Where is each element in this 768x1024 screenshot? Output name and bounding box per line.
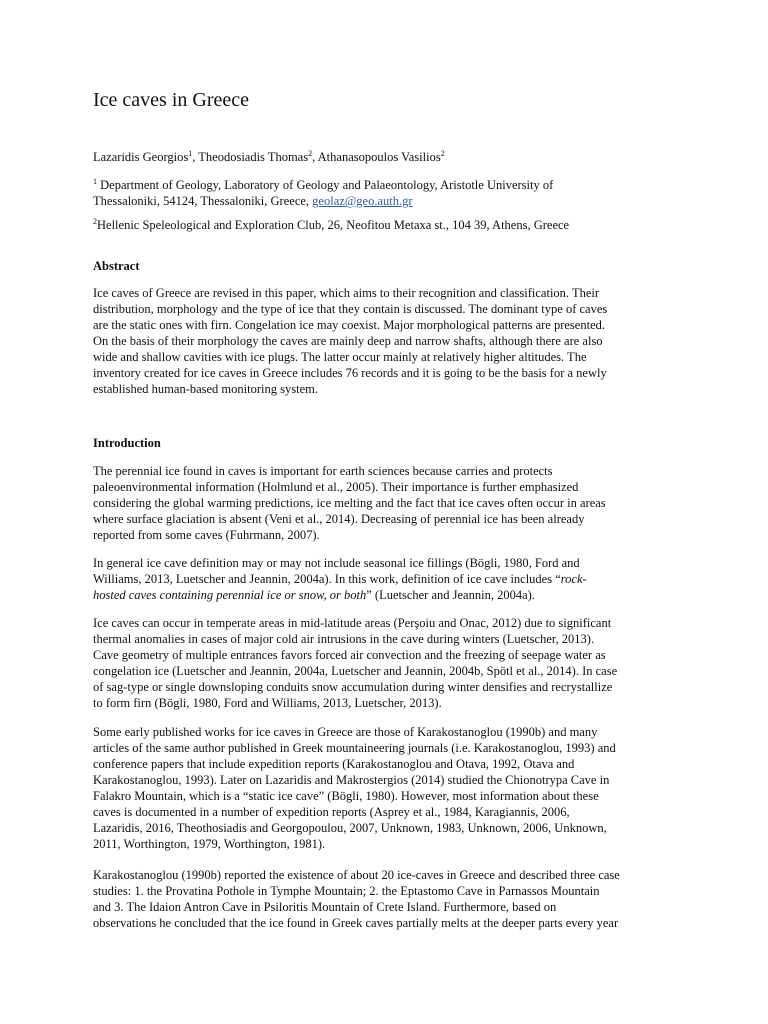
text-line: studies: 1. the Provatina Pothole in Tymphe Mountain; 2. the Eptastomo Cave in Parnassos Mountain xyxy=(93,884,600,898)
affiliation-text: Department of Geology, Laboratory of Geology and Palaeontology, Aristotle University of xyxy=(97,178,554,192)
affiliation-text: Hellenic Speleological and Exploration Club, 26, Neofitou Metaxa st., 104 39, Athens, Greece xyxy=(97,218,570,232)
affiliation-text: Thessaloniki, 54124, Thessaloniki, Greece, xyxy=(93,194,313,208)
text-line: Lazaridis, 2016, Theothosiadis and Georgopoulou, 2007, Unknown, 1983, Unknown, 2006, Unknown, xyxy=(93,821,607,835)
text-line: and 3. The Idaion Antron Cave in Psiloritis Mountain of Crete Island. Furthermore, based on xyxy=(93,900,557,914)
author-sup: 2 xyxy=(308,149,313,158)
author-name: Lazaridis Georgios xyxy=(93,150,189,164)
text-line: where surface glaciation is absent (Veni et al., 2014). Decreasing of perennial ice has been already xyxy=(93,512,585,526)
paper-title: Ice caves in Greece xyxy=(93,89,249,111)
text-line: Falakro Mountain, which is a “static ice cave” (Bögli, 1980). However, most information about these xyxy=(93,789,599,803)
affiliation-1 xyxy=(93,177,693,209)
text-line: wide and shallow cavities with ice plugs. The latter occur mainly at relatively higher altitudes. The xyxy=(93,350,587,364)
text-line: considering the global warming predictions, ice melting and the fact that ice caves often occur in areas xyxy=(93,496,606,510)
intro-paragraph-2 xyxy=(93,555,693,603)
author-separator: , xyxy=(312,150,318,164)
author-sup: 2 xyxy=(440,149,445,158)
text-line: of sag-type or single downsloping conduits snow accumulation during winter densifies and recrystallize xyxy=(93,680,613,694)
text-line: observations he concluded that the ice found in Greek caves partially melts at the deeper parts every year xyxy=(93,916,619,930)
text-line: congelation ice (Luetscher and Jeannin, 2004a, Luetscher and Jeannin, 2004b, Spötl et al., 2014). In case xyxy=(93,664,618,678)
text-line: The perennial ice found in caves is important for earth sciences because carries and protects xyxy=(93,464,553,478)
text-segment: Williams, 2013, Luetscher and Jeannin, 2004a). In this work, definition of ice cave includes “ xyxy=(93,572,561,586)
text-line: distribution, morphology and the type of ice that they contain is discussed. The dominant type of caves xyxy=(93,302,608,316)
text-line: Karakostanoglou, 1993). Later on Lazaridis and Makrostergios (2014) studied the Chionotrypa Cave in xyxy=(93,773,610,787)
italic-definition: rock- xyxy=(560,572,587,586)
author-separator: , xyxy=(192,150,199,164)
text-line: paleoenvironmental information (Holmlund et al., 2005). Their importance is further emphasized xyxy=(93,480,579,494)
text-line: 2011, Worthington, 1979, Worthington, 1981). xyxy=(93,837,326,851)
text-line: Karakostanoglou (1990b) reported the existence of about 20 ice-caves in Greece and described three case xyxy=(93,868,620,882)
text-line: reported from some caves (Fuhrmann, 2007). xyxy=(93,528,320,542)
author-list xyxy=(93,150,445,165)
author-sup: 1 xyxy=(188,149,193,158)
abstract-paragraph xyxy=(93,285,693,397)
email-link[interactable]: geolaz@geo.auth.gr xyxy=(312,194,413,208)
text-line: inventory created for ice caves in Greece includes 76 records and it is going to be the basis for a newly xyxy=(93,366,607,380)
italic-definition: hosted caves containing perennial ice or snow, or both xyxy=(93,588,367,602)
text-line: to form firn (Bögli, 1980, Ford and Williams, 2013, Luetscher, 2013). xyxy=(93,696,442,710)
author-name: Athanasopoulos Vasilios xyxy=(317,150,441,164)
text-line: articles of the same author published in Greek mountaineering journals (i.e. Karakostanoglou, 1993) and xyxy=(93,741,616,755)
intro-paragraph-1 xyxy=(93,463,693,543)
text-line: Ice caves of Greece are revised in this paper, which aims to their recognition and classification. Their xyxy=(93,286,600,300)
text-line: thermal anomalies in cases of major cold air intrusions in the cave during winters (Luetscher, 2013). xyxy=(93,632,595,646)
text-line: Some early published works for ice caves in Greece are those of Karakostanoglou (1990b) and many xyxy=(93,725,598,739)
intro-paragraph-5 xyxy=(93,867,693,931)
text-line: Cave geometry of multiple entrances favors forced air convection and the freezing of seepage water as xyxy=(93,648,606,662)
text-line: caves is documented in a number of expedition reports (Asprey et al., 1984, Karagiannis, 2006, xyxy=(93,805,570,819)
abstract-heading: Abstract xyxy=(93,259,140,273)
affiliation-sup: 2 xyxy=(93,217,97,226)
text-line: established human-based monitoring system. xyxy=(93,382,318,396)
text-line: conference papers that include expedition reports (Karakostanoglou and Otava, 1992, Otava and xyxy=(93,757,575,771)
introduction-heading: Introduction xyxy=(93,436,161,450)
affiliation-sup: 1 xyxy=(93,177,97,186)
text-segment: ” (Luetscher and Jeannin, 2004a). xyxy=(366,588,535,602)
text-line: On the basis of their morphology the caves are mainly deep and narrow shafts, although there are also xyxy=(93,334,603,348)
affiliation-2 xyxy=(93,217,569,233)
text-line: In general ice cave definition may or may not include seasonal ice fillings (Bögli, 1980, Ford and xyxy=(93,556,580,570)
text-line: Ice caves can occur in temperate areas in mid-latitude areas (Perşoiu and Onac, 2012) due to significant xyxy=(93,616,612,630)
intro-paragraph-4 xyxy=(93,724,693,852)
author-name: Theodosiadis Thomas xyxy=(198,150,309,164)
intro-paragraph-3 xyxy=(93,615,693,711)
text-line: are the static ones with firn. Congelation ice may coexist. Major morphological patterns are presented. xyxy=(93,318,605,332)
